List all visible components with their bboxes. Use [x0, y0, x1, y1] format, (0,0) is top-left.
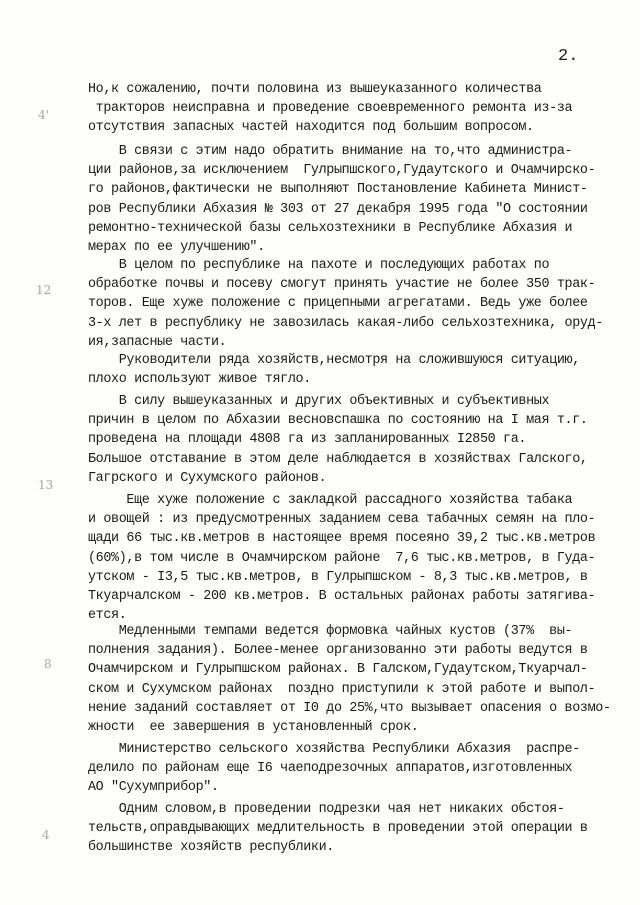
- text-line: и овощей : из предусмотренных заданием сева табачных семян на пло-: [88, 512, 596, 528]
- margin-mark: 12: [36, 283, 52, 297]
- text-line: мерах по ее улучшению".: [88, 240, 265, 255]
- text-line: тельств,оправдывающих медлительность в проведении этой операции в: [88, 821, 588, 837]
- text-line: торов. Еще хуже положение с прицепными агрегатами. Ведь уже более: [88, 296, 588, 312]
- margin-mark: 8: [44, 657, 52, 671]
- text-line: причин в целом по Абхазии весновспашка по состоянию на I мая т.г.: [88, 413, 588, 429]
- text-line: В связи с этим надо обратить внимание на то,что администра-: [88, 144, 573, 159]
- text-line: АО "Сухумприбор".: [88, 780, 219, 796]
- text-line: нение заданий составляет от I0 до 25%,что вызывает опасения о возмо-: [88, 700, 611, 716]
- text-line: В силу вышеуказанных и других объективных и субъективных: [88, 394, 550, 409]
- text-line: ется.: [88, 608, 127, 624]
- text-line: делило по районам еще I6 чаеподрезочных аппаратов,изготовленных: [88, 761, 573, 777]
- text-line: Ткуарчалском - 200 кв.метров. В остальных районах работы затягива-: [88, 589, 596, 604]
- text-line: отсутствия запасных частей находится под большим вопросом.: [88, 120, 534, 136]
- text-line: Одним словом,в проведении подрезки чая нет никаких обстоя-: [88, 802, 565, 817]
- margin-mark: 13: [38, 478, 54, 492]
- text-line: Министерство сельского хозяйства Республики Абхазия распре-: [88, 742, 580, 757]
- page-number: 2.: [558, 47, 579, 66]
- text-line: В целом по республике на пахоте и последующих работах по: [88, 258, 550, 273]
- text-line: (60%),в том числе в Очамчирском районе 7,6 тыс.кв.метров, в Гуда-: [88, 550, 596, 566]
- text-line: тракторов неисправна и проведение своевременного ремонта из-за: [88, 101, 573, 117]
- text-line: ия,запасные части.: [88, 334, 227, 350]
- text-line: обработке почвы и посеву смогут принять участие не более 350 трак-: [88, 277, 596, 293]
- text-line: жности ее завершения в установленный срок.: [88, 720, 419, 735]
- text-line: Но,к сожалению, почти половина из вышеуказанного количества: [88, 82, 542, 97]
- text-line: Большое отставание в этом деле наблюдается в хозяйствах Галского,: [88, 451, 588, 467]
- text-line: Медленными темпами ведется формовка чайных кустов (37% вы-: [88, 624, 573, 639]
- text-line: ров Республики Абхазия № 303 от 27 декабря 1995 года "О состоянии: [88, 201, 588, 217]
- margin-mark: 4': [38, 108, 49, 122]
- text-line: Гагрского и Сухумского районов.: [88, 470, 327, 486]
- text-line: Руководители ряда хозяйств,несмотря на сложившуюся ситуацию,: [88, 353, 580, 368]
- text-line: плохо используют живое тягло.: [88, 372, 311, 388]
- text-line: го районов,фактически не выполняют Постановление Кабинета Минист-: [88, 182, 588, 198]
- text-line: проведена на площади 4808 га из запланированных I2850 га.: [88, 432, 527, 448]
- text-line: Очамчирском и Гулрыпшском районах. В Галском,Гудаутском,Ткуарчал-: [88, 662, 588, 678]
- margin-mark: 4: [42, 828, 50, 842]
- text-line: ции районов,за исключением Гулрыпшского,Гудаутского и Очамчирско-: [88, 163, 596, 179]
- text-line: Еще хуже положение с закладкой рассадного хозяйства табака: [88, 493, 573, 508]
- text-line: большинстве хозяйств республики.: [88, 840, 334, 856]
- text-line: щади 66 тыс.кв.метров в настоящее время посеяно 39,2 тыс.кв.метров: [88, 531, 596, 547]
- text-line: полнения задания). Более-менее организованно эти работы ведутся в: [88, 643, 588, 659]
- text-line: ском и Сухумском районах поздно приступили к этой работе и выпол-: [88, 681, 596, 697]
- text-line: утском - I3,5 тыс.кв.метров, в Гулрыпшском - 8,3 тыс.кв.метров, в: [88, 569, 588, 585]
- text-line: 3-х лет в республику не завозилась какая-либо сельхозтехника, оруд-: [88, 315, 603, 331]
- text-line: ремонтно-технической базы сельхозтехники в Республике Абхазия и: [88, 220, 573, 236]
